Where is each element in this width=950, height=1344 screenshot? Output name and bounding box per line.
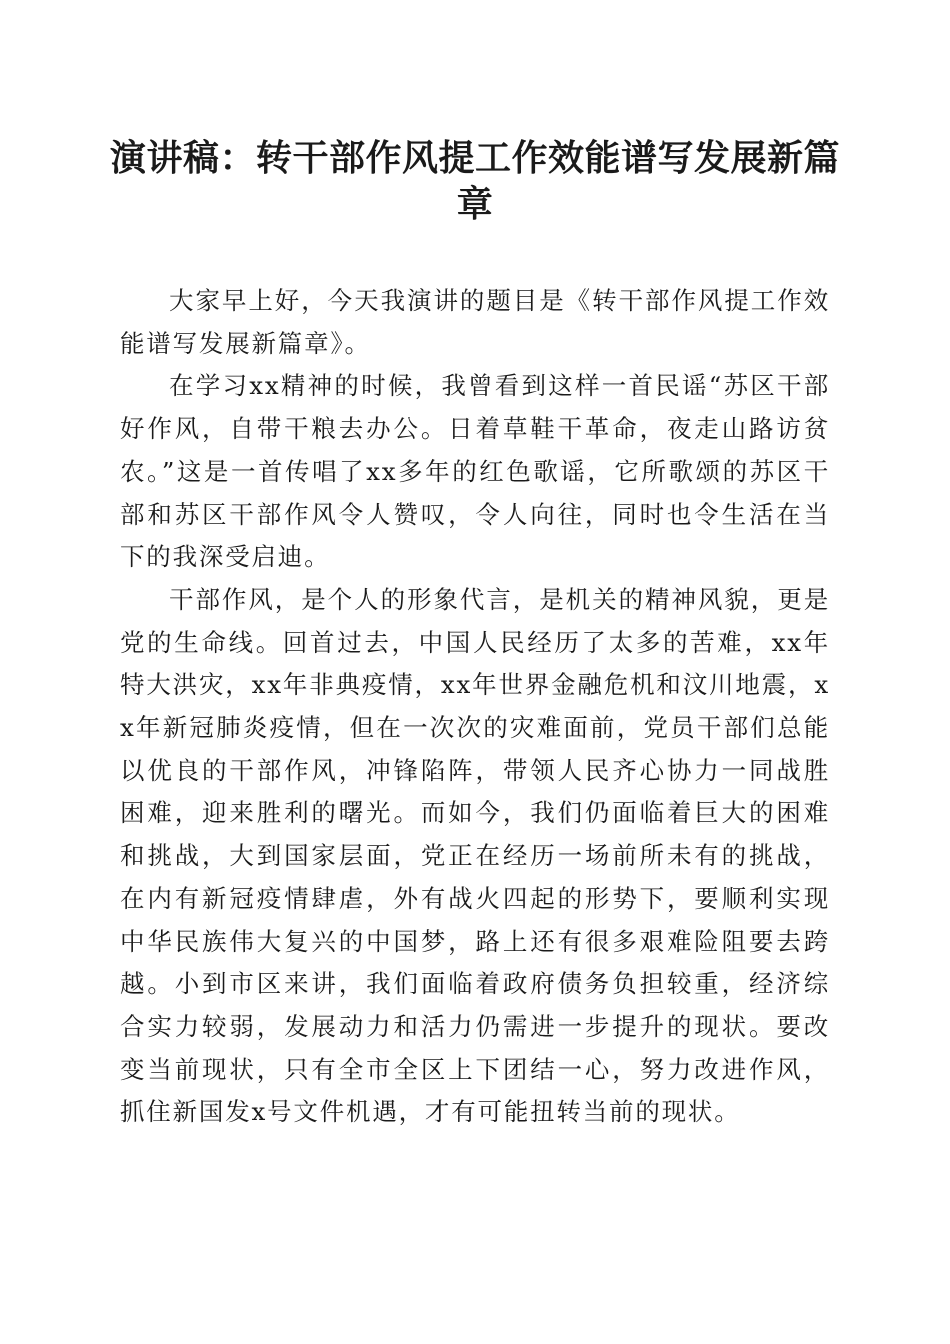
document-body (120, 280, 830, 1134)
document-title: 演讲稿：转干部作风提工作效能谱写发展新篇章 (110, 137, 841, 225)
paragraph-cadre-style: 干部作风，是个人的形象代言，是机关的精神风貌，更是党的生命线。回首过去，中国人民经历了太多的苦难，xx年特大洪灾，xx年非典疫情，xx年世界金融危机和汶川地震，xx年新冠肺炎疫情，但在一次次的灾难面前，党员干部们总能以优良的干部作风，冲锋陷阵，带领人民齐心协力一同战胜困难，迎来胜利的曙光。而如今，我们仍面临着巨大的困难和挑战，大到国家层面，党正在经历一场前所未有的挑战，在内有新冠疫情肆虐，外有战火四起的形势下，要顺利实现中华民族伟大复兴的中国梦，路上还有很多艰难险阻要去跨越。小到市区来讲，我们面临着政府债务负担较重，经济综合实力较弱，发展动力和活力仍需进一步提升的现状。要改变当前现状，只有全市全区上下团结一心，努力改进作风，抓住新国发x号文件机遇，才有可能扭转当前的现状。 (120, 584, 830, 1127)
paragraph-folk-song: 在学习xx精神的时候，我曾看到这样一首民谣“苏区干部好作风，自带干粮去办公。日着草鞋干革命，夜走山路访贫农。”这是一首传唱了xx多年的红色歌谣，它所歌颂的苏区干部和苏区干部作风令人赞叹，令人向往，同时也令生活在当下的我深受启迪。 (120, 371, 830, 572)
paragraph-greeting: 大家早上好，今天我演讲的题目是《转干部作风提工作效能谱写发展新篇章》。 (120, 286, 830, 358)
